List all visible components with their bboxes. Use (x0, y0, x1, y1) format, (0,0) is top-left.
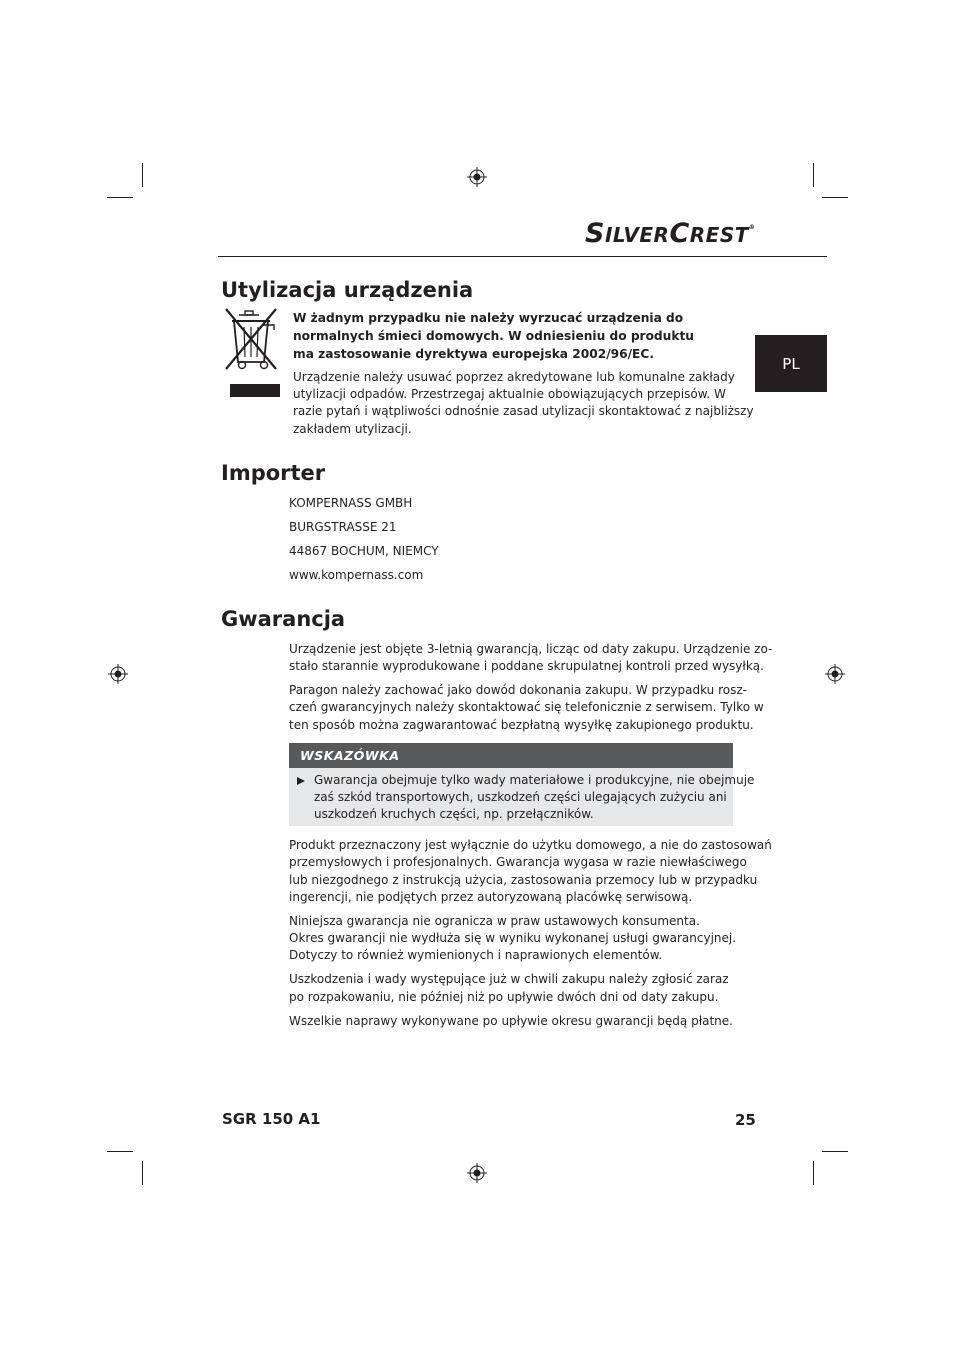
warranty-text-line: stało starannie wyprodukowane i poddane skrupulatnej kontroli przed wysyłką. (289, 659, 764, 673)
importer-website: www.kompernass.com (289, 568, 424, 582)
section-title-disposal: Utylizacja urządzenia (221, 278, 474, 302)
warranty-text-line: Uszkodzenia i wady występujące już w chwili zakupu należy zgłosić zaraz (289, 972, 729, 986)
crop-mark (142, 1161, 143, 1185)
section-title-importer: Importer (221, 461, 326, 485)
warranty-text-line: lub niezgodnego z instrukcją użycia, zastosowania przemocy lub w przypadku (289, 873, 758, 887)
warranty-text-line: przemysłowych i profesjonalnych. Gwarancja wygasa w razie niewłaściwego (289, 855, 747, 869)
crossed-out-bin-icon (222, 307, 282, 399)
note-text-line: zaś szkód transportowych, uszkodzeń części ulegających zużyciu ani (314, 790, 727, 804)
warranty-text-line: Produkt przeznaczony jest wyłącznie do użytku domowego, a nie do zastosowań (289, 838, 772, 852)
warranty-text-line: Paragon należy zachować jako dowód dokonania zakupu. W przypadku rosz- (289, 683, 747, 697)
warranty-text-line: Dotyczy to również wymienionych i naprawionych elementów. (289, 948, 663, 962)
note-header (289, 743, 733, 768)
note-text-line: uszkodzeń kruchych części, np. przełączników. (314, 807, 594, 821)
warranty-text-line: ingerencji, nie podjętych przez autoryzowaną placówkę serwisową. (289, 890, 693, 904)
warranty-text-line: Okres gwarancji nie wydłuża się w wyniku wykonanej usługi gwarancyjnej. (289, 931, 737, 945)
warranty-text-line: Niniejsza gwarancja nie ogranicza w praw ustawowych konsumenta. (289, 914, 700, 928)
disposal-warning-line: normalnych śmieci domowych. W odniesieniu do produktu (293, 329, 694, 343)
crop-mark (822, 197, 848, 198)
note-text-line: Gwarancja obejmuje tylko wady materiałowe i produkcyjne, nie obejmuje (314, 773, 755, 787)
warranty-text-line: po rozpakowaniu, nie później niż po upływie dwóch dni od daty zakupu. (289, 990, 719, 1004)
note-title: WSKAZÓWKA (300, 748, 400, 763)
disposal-warning-line: W żadnym przypadku nie należy wyrzucać urządzenia do (293, 311, 684, 325)
registration-mark-icon (108, 664, 128, 684)
bullet-arrow-icon (297, 777, 305, 785)
crop-mark (822, 1151, 848, 1152)
disposal-text-line: Urządzenie należy usuwać poprzez akredytowane lub komunalne zakłady (293, 370, 735, 384)
disposal-warning-line: ma zastosowanie dyrektywa europejska 2002/96/EC. (293, 347, 654, 361)
warranty-text-line: Wszelkie naprawy wykonywane po upływie okresu gwarancji będą płatne. (289, 1014, 733, 1028)
page-number: 25 (735, 1111, 756, 1129)
registration-mark-icon (467, 167, 487, 187)
brand-logo: SILVERCREST® (585, 218, 756, 249)
registration-mark-icon (467, 1163, 487, 1183)
importer-street: BURGSTRASSE 21 (289, 520, 397, 534)
disposal-text-line: zakładem utylizacji. (293, 422, 412, 436)
disposal-text-line: utylizacji odpadów. Przestrzegaj aktualnie obowiązujących przepisów. W (293, 387, 726, 401)
crop-mark (107, 197, 133, 198)
warranty-text-line: czeń gwarancyjnych należy skontaktować się telefonicznie z serwisem. Tylko w (289, 700, 764, 714)
language-tab: PL (755, 335, 827, 392)
section-title-warranty: Gwarancja (221, 607, 346, 631)
disposal-text-line: razie pytań i wątpliwości odnośnie zasad utylizacji skontaktować z najbliższy (293, 404, 754, 418)
footer-model: SGR 150 A1 (222, 1110, 321, 1128)
importer-company: KOMPERNASS GMBH (289, 496, 413, 510)
registration-mark-icon (825, 664, 845, 684)
warranty-text-line: ten sposób można zagwarantować bezpłatną wysyłkę zakupionego produktu. (289, 718, 754, 732)
crop-mark (813, 1161, 814, 1185)
warranty-text-line: Urządzenie jest objęte 3-letnią gwarancją, licząc od daty zakupu. Urządzenie zo- (289, 642, 773, 656)
crop-mark (813, 163, 814, 187)
importer-city: 44867 BOCHUM, NIEMCY (289, 544, 439, 558)
crop-mark (107, 1151, 133, 1152)
crop-mark (142, 163, 143, 187)
header-divider (218, 256, 827, 257)
